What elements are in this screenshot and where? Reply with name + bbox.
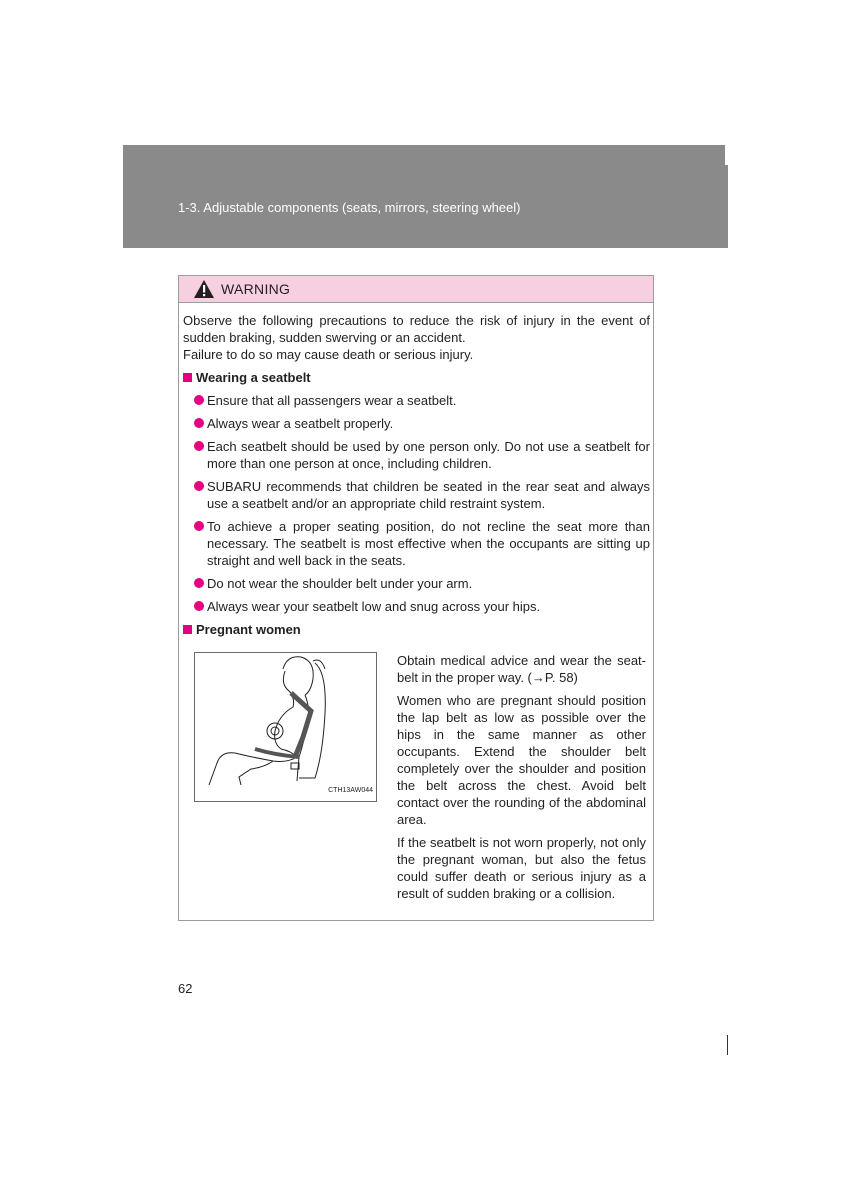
page-edge-mark bbox=[727, 1035, 728, 1055]
section-heading-label: Pregnant women bbox=[196, 622, 301, 637]
warning-box bbox=[178, 275, 654, 921]
square-bullet-icon bbox=[183, 625, 192, 634]
list-item: SUBARU recommends that children be seated in the rear seat and always use a seatbelt and/or an appropriate child restraint system. bbox=[194, 478, 650, 512]
header-tab-mark bbox=[725, 145, 728, 165]
section-header-band bbox=[123, 145, 728, 248]
list-item: To achieve a proper seating position, do not recline the seat more than necessary. The seatbelt is most effective when the occupants are sitting up straight and well back in the seats. bbox=[194, 518, 650, 569]
page-number: 62 bbox=[178, 981, 193, 996]
section-heading-label: Wearing a seatbelt bbox=[196, 370, 311, 385]
breadcrumb: 1-3. Adjustable components (seats, mirrors, steering wheel) bbox=[178, 200, 521, 215]
pregnant-text bbox=[397, 652, 646, 908]
list-item: Always wear your seatbelt low and snug across your hips. bbox=[194, 598, 650, 615]
list-item: Ensure that all passengers wear a seatbelt. bbox=[194, 392, 650, 409]
seatbelt-list bbox=[183, 392, 650, 615]
pregnant-paragraph: Women who are pregnant should position the lap belt as low as possible over the hips in the same manner as other occupants. Extend the shoulder belt completely over the shoulder and position the belt across the chest. Avoid belt contact over the rounding of the abdominal area. bbox=[397, 693, 646, 827]
section-heading-seatbelt bbox=[183, 369, 650, 386]
list-item: Always wear a seatbelt properly. bbox=[194, 415, 650, 432]
square-bullet-icon bbox=[183, 373, 192, 382]
warning-header bbox=[179, 276, 653, 303]
pregnant-section bbox=[183, 652, 650, 908]
list-item: Each seatbelt should be used by one person only. Do not use a seatbelt for more than one person at once, including children. bbox=[194, 438, 650, 472]
warning-title: WARNING bbox=[221, 281, 291, 297]
figure-code: CTH13AW044 bbox=[328, 787, 373, 794]
intro-paragraph: Observe the following precautions to reduce the risk of injury in the event of sudden braking, sudden swerving or an accident. bbox=[183, 313, 650, 345]
section-heading-pregnant bbox=[183, 621, 650, 638]
pregnant-woman-seatbelt-icon bbox=[195, 653, 376, 801]
warning-triangle-icon bbox=[193, 279, 215, 299]
warning-body bbox=[183, 312, 650, 908]
list-item: Do not wear the shoulder belt under your arm. bbox=[194, 575, 650, 592]
intro-paragraph: Failure to do so may cause death or serious injury. bbox=[183, 347, 474, 362]
pregnant-paragraph: Obtain medical advice and wear the seat-belt in the proper way. (→P. 58) bbox=[397, 653, 646, 685]
pregnant-paragraph: If the seatbelt is not worn properly, not only the pregnant woman, but also the fetus could suffer death or serious injury as a result of sudden braking or a collision. bbox=[397, 835, 646, 901]
warning-intro bbox=[183, 312, 650, 363]
pregnant-seatbelt-illustration bbox=[194, 652, 377, 802]
